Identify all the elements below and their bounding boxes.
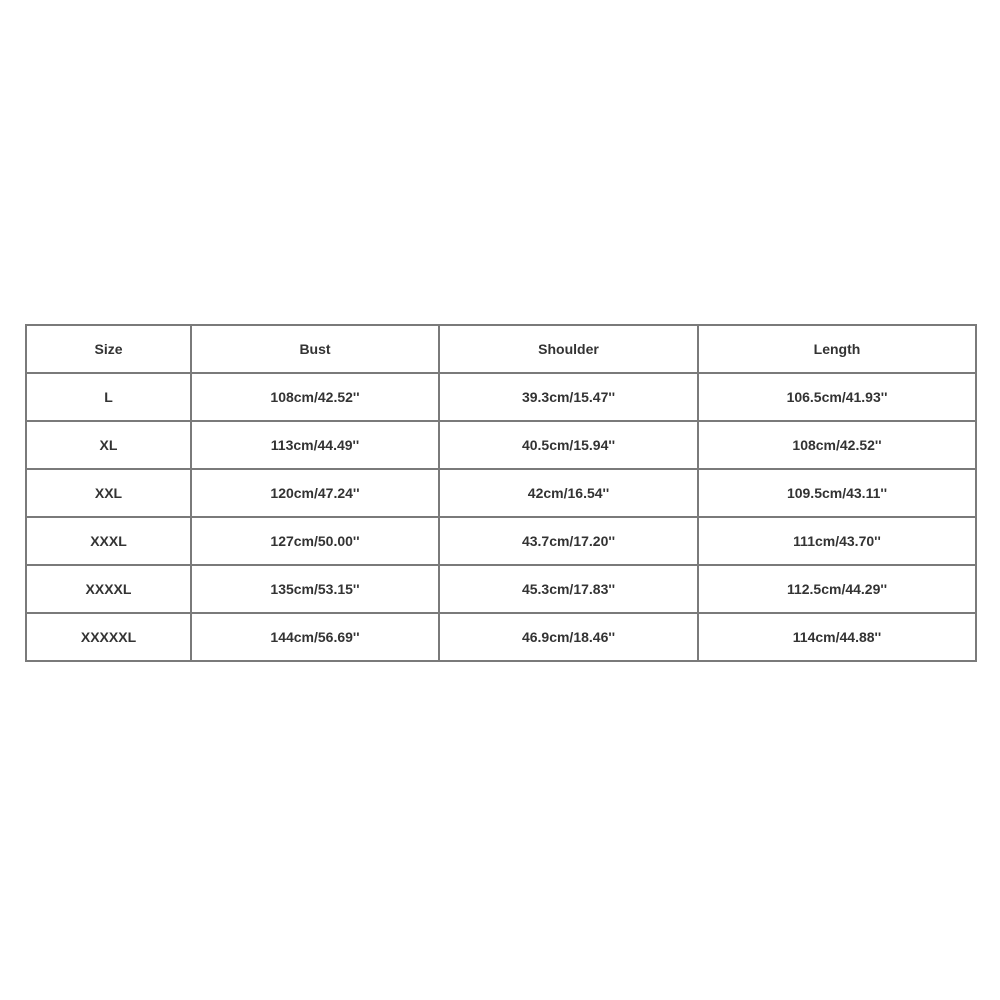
shoulder-cell: 39.3cm/15.47'' bbox=[439, 373, 698, 421]
header-shoulder: Shoulder bbox=[439, 325, 698, 373]
size-cell: XXXXXL bbox=[26, 613, 191, 661]
size-cell: XXXXL bbox=[26, 565, 191, 613]
table-row bbox=[26, 517, 976, 565]
bust-cell: 135cm/53.15'' bbox=[191, 565, 439, 613]
length-cell: 108cm/42.52'' bbox=[698, 421, 976, 469]
length-cell: 112.5cm/44.29'' bbox=[698, 565, 976, 613]
shoulder-cell: 43.7cm/17.20'' bbox=[439, 517, 698, 565]
shoulder-cell: 46.9cm/18.46'' bbox=[439, 613, 698, 661]
shoulder-cell: 42cm/16.54'' bbox=[439, 469, 698, 517]
size-chart-table bbox=[25, 324, 977, 662]
bust-cell: 108cm/42.52'' bbox=[191, 373, 439, 421]
table-row bbox=[26, 565, 976, 613]
length-cell: 106.5cm/41.93'' bbox=[698, 373, 976, 421]
bust-cell: 144cm/56.69'' bbox=[191, 613, 439, 661]
header-bust: Bust bbox=[191, 325, 439, 373]
table-row bbox=[26, 613, 976, 661]
size-cell: XL bbox=[26, 421, 191, 469]
size-cell: XXXL bbox=[26, 517, 191, 565]
shoulder-cell: 40.5cm/15.94'' bbox=[439, 421, 698, 469]
length-cell: 114cm/44.88'' bbox=[698, 613, 976, 661]
header-length: Length bbox=[698, 325, 976, 373]
size-cell: XXL bbox=[26, 469, 191, 517]
size-cell: L bbox=[26, 373, 191, 421]
bust-cell: 127cm/50.00'' bbox=[191, 517, 439, 565]
table-header bbox=[26, 325, 976, 373]
length-cell: 111cm/43.70'' bbox=[698, 517, 976, 565]
shoulder-cell: 45.3cm/17.83'' bbox=[439, 565, 698, 613]
header-row bbox=[26, 325, 976, 373]
table-row bbox=[26, 373, 976, 421]
header-size: Size bbox=[26, 325, 191, 373]
table-body bbox=[26, 373, 976, 661]
bust-cell: 120cm/47.24'' bbox=[191, 469, 439, 517]
length-cell: 109.5cm/43.11'' bbox=[698, 469, 976, 517]
table-row bbox=[26, 469, 976, 517]
table-row bbox=[26, 421, 976, 469]
bust-cell: 113cm/44.49'' bbox=[191, 421, 439, 469]
